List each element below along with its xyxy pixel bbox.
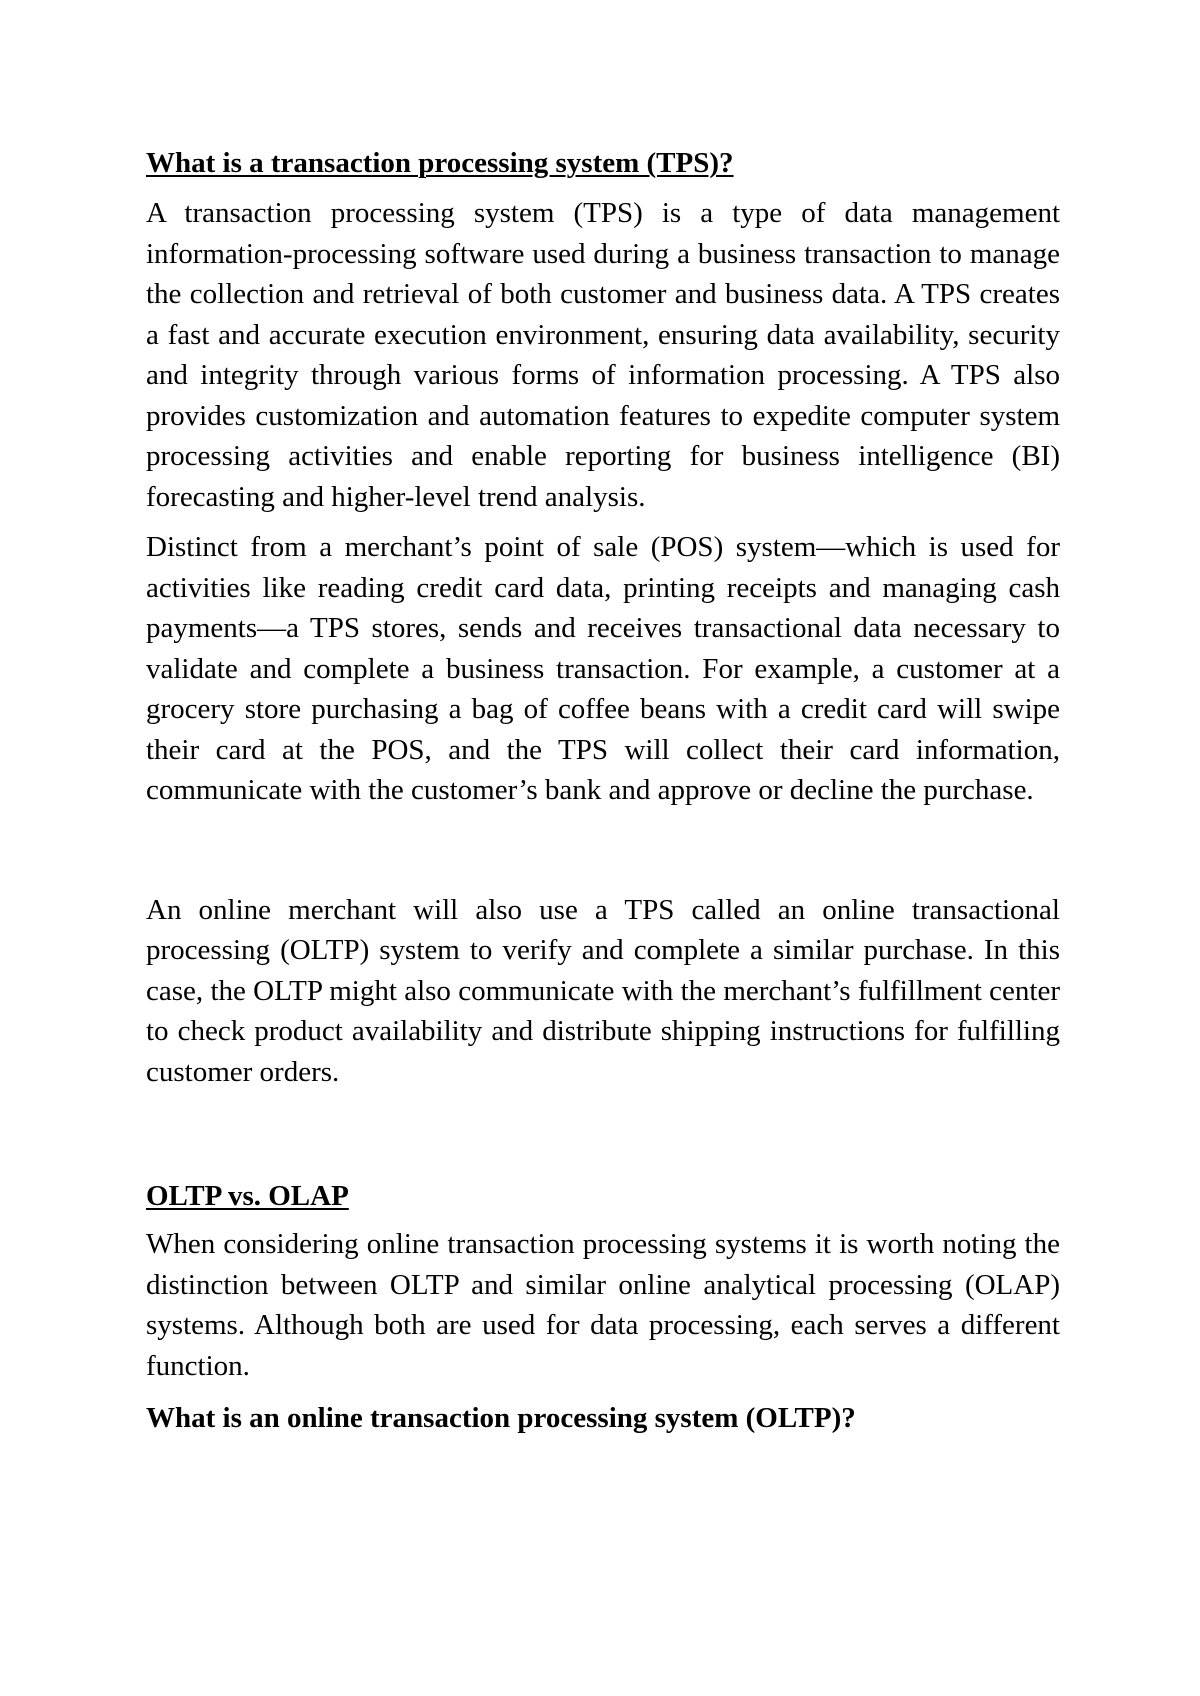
heading-what-is-tps: What is a transaction processing system (TPS)? [146, 147, 734, 179]
heading-oltp-vs-olap: OLTP vs. OLAP [146, 1180, 349, 1212]
paragraph-pos-distinction: Distinct from a merchant’s point of sale (POS) system—which is used for activities like reading credit card data, printing receipts and managing cash payments—a TPS stores, sends and receives transactional data necessary to validate and complete a business transaction. For example, a customer at a grocery store purchasing a bag of coffee beans with a credit card will swipe their card at the POS, and the TPS will collect their card information, communicate with the customer’s bank and approve or decline the purchase. [146, 531, 1060, 806]
heading-what-is-oltp: What is an online transaction processing system (OLTP)? [146, 1402, 856, 1434]
document-body [146, 143, 1060, 1438]
paragraph-oltp-vs-olap: When considering online transaction processing systems it is worth noting the distinction between OLTP and similar online analytical processing (OLAP) systems. Although both are used for data processing, each serves a different function. [146, 1228, 1060, 1382]
paragraph-tps-definition: A transaction processing system (TPS) is a type of data management information-processing software used during a business transaction to manage the collection and retrieval of both customer and business data. A TPS creates a fast and accurate execution environment, ensuring data availability, security and integrity through various forms of information processing. A TPS also provides customization and automation features to expedite computer system processing activities and enable reporting for business intelligence (BI) forecasting and higher-level trend analysis. [146, 197, 1060, 513]
paragraph-online-merchant: An online merchant will also use a TPS called an online transactional processing (OLTP) system to verify and complete a similar purchase. In this case, the OLTP might also communicate with the merchant’s fulfillment center to check product availability and distribute shipping instructions for fulfilling customer orders. [146, 893, 1060, 1088]
